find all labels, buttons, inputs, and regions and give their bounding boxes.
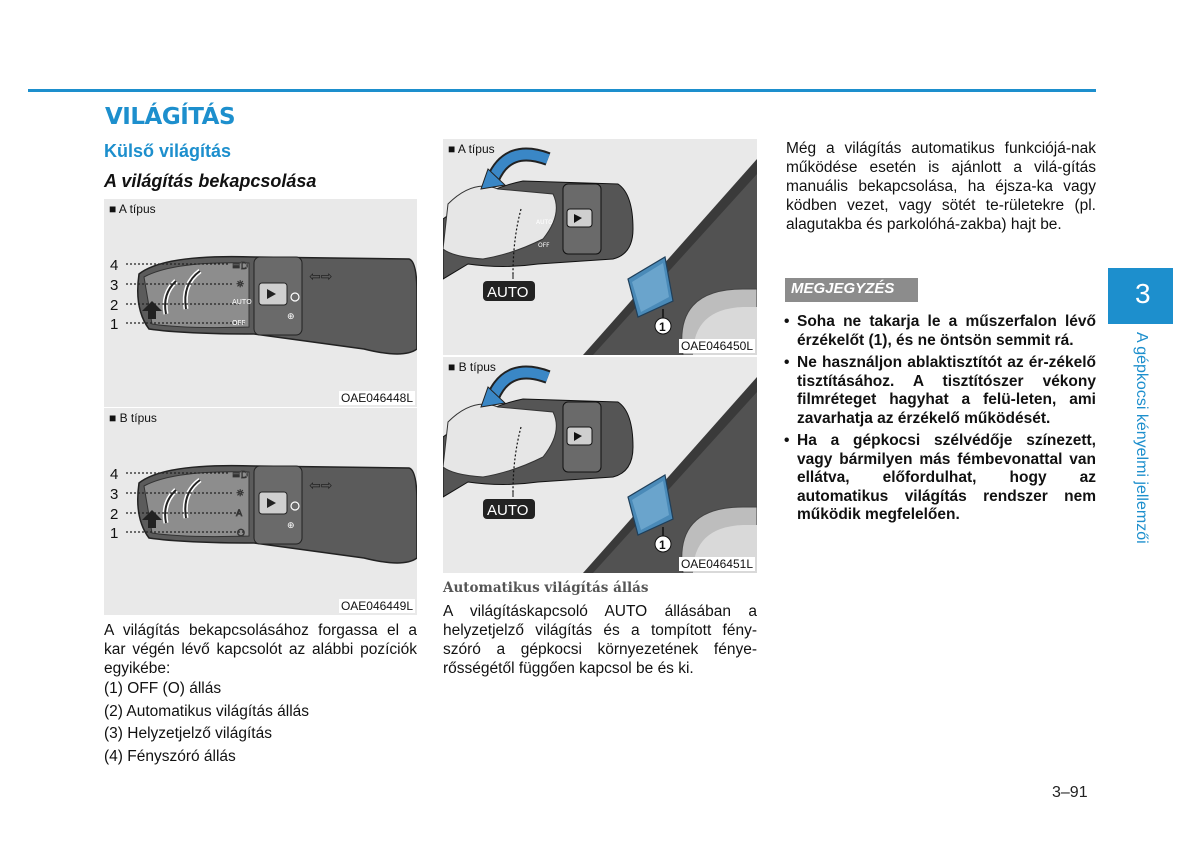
svg-text:≡D: ≡D — [232, 261, 249, 272]
figure-label: ■ A típus — [448, 142, 495, 156]
sub-title: Külső világítás — [104, 141, 232, 161]
figure-lever-type-b — [104, 407, 417, 615]
svg-text:⊕: ⊕ — [287, 521, 295, 531]
callout-1: 1 — [659, 538, 666, 552]
chapter-title: A gépkocsi kényelmi jellemzői — [1133, 332, 1150, 544]
svg-text:⇦⇨: ⇦⇨ — [309, 478, 333, 494]
position-number-1: 1 — [110, 525, 119, 542]
chapter-title-vertical — [1130, 332, 1152, 572]
note-item: • Soha ne takarja le a műszerfalon lévő érzékelőt (1), és ne öntsön semmit rá. — [784, 313, 1096, 350]
figure-label: ■ A típus — [109, 202, 156, 216]
off-mark-a1: OFF — [232, 319, 246, 327]
svg-text:⊕: ⊕ — [287, 312, 295, 322]
svg-text:☼: ☼ — [236, 280, 245, 290]
auto-mark-a1: AUTO — [232, 298, 252, 306]
position-number-3: 3 — [110, 277, 119, 294]
figure-code: OAE046449L — [340, 599, 413, 613]
page-number: 3–91 — [1052, 784, 1088, 801]
position-number-2: 2 — [110, 297, 119, 314]
figure-code: OAE046448L — [340, 391, 413, 405]
auto-light-paragraph: A világításkapcsoló AUTO állásában a helyzetjelző világítás és a tompított fény-szóró a gépkocsi környezetének fénye-rősségétől függően kapcsol be és ki. — [443, 603, 757, 677]
position-number-2: 2 — [110, 506, 119, 523]
position-number-3: 3 — [110, 486, 119, 503]
off-mark-a2: OFF — [538, 242, 550, 249]
header-rule — [28, 89, 1096, 92]
manual-light-paragraph: Még a világítás automatikus funkciójá-nak működése esetén is ajánlott a vilá-gítás manuális bekapcsolása, ha éjsza-ka vagy ködben vezet, vagy sötét te-rületekre (pl. alagutakba és parkolóhá-zakba) hajt be. — [786, 140, 1096, 233]
figure-label: ■ B típus — [448, 360, 496, 374]
section-title: VILÁGÍTÁS — [105, 104, 236, 130]
svg-text:☼: ☼ — [236, 489, 245, 499]
svg-text:⇦⇨: ⇦⇨ — [309, 269, 333, 285]
figure-lever-type-a — [104, 199, 417, 407]
auto-mark-a2: AUTO — [536, 219, 553, 226]
lever-illustration-b — [104, 408, 417, 615]
position-number-1: 1 — [110, 316, 119, 333]
list-item: (3) Helyzetjelző világítás — [104, 725, 272, 742]
list-item: (2) Automatikus világítás állás — [104, 702, 310, 720]
figure-code: OAE046451L — [680, 557, 753, 571]
note-label: MEGJEGYZÉS — [785, 278, 918, 302]
callout-1: 1 — [659, 320, 666, 334]
figure-label: ■ B típus — [109, 411, 157, 425]
list-item: (4) Fényszóró állás — [104, 747, 236, 765]
auto-light-caption: Automatikus világítás állás — [443, 580, 649, 596]
svg-text:○: ○ — [237, 528, 245, 538]
auto-badge: AUTO — [487, 284, 529, 301]
svg-text:≡D: ≡D — [232, 470, 249, 481]
auto-light-illustration-b — [443, 357, 757, 573]
chapter-tab: 3 — [1108, 268, 1173, 324]
lever-illustration-a — [104, 199, 417, 407]
sub-sub-title: A világítás bekapcsolása — [104, 171, 317, 191]
position-list — [104, 680, 417, 770]
note-item: • Ha a gépkocsi szélvédője színezett, vagy bármilyen más fémbevonattal van ellátva, előfordulhat, hogy az automatikus világítás rendszer nem működik megfelelően. — [784, 432, 1096, 525]
note-list — [784, 313, 1096, 529]
svg-text:A: A — [236, 509, 243, 519]
list-item: (1) OFF (O) állás — [104, 680, 222, 697]
position-number-4: 4 — [110, 466, 119, 483]
intro-paragraph: A világítás bekapcsolásához forgassa el a kar végén lévő kapcsolót az alábbi pozíciók egyikébe: — [104, 622, 417, 677]
position-number-4: 4 — [110, 257, 119, 274]
figure-auto-light-type-a — [443, 139, 757, 355]
note-item: • Ne használjon ablaktisztítót az ér-zékelő tisztításához. A tisztítószer vékony filmréteget hagyhat a felü-leten, ami zavarhatja az érzékelő működését. — [784, 354, 1096, 428]
auto-light-illustration-a — [443, 139, 757, 355]
figure-code: OAE046450L — [680, 339, 753, 353]
auto-badge: AUTO — [487, 502, 529, 519]
figure-auto-light-type-b — [443, 357, 757, 573]
